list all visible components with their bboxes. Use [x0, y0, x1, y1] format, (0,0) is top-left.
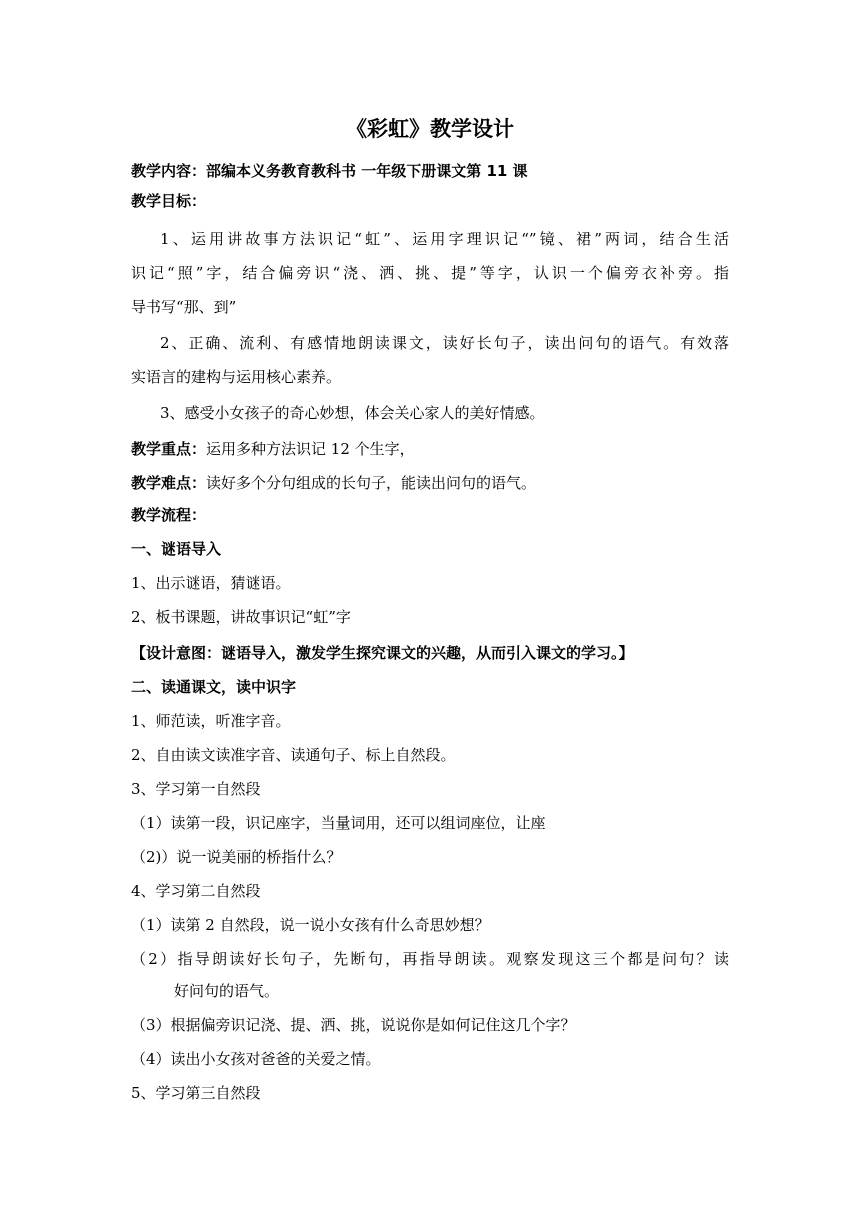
section-2-line-8: （2）指导朗读好长句子，先断句，再指导朗读。观察发现这三个都是问句？读 — [131, 950, 729, 968]
objective-2-line-1: 2、正确、流利、有感情地朗读课文，读好长句子，读出问句的语气。有效落 — [160, 334, 729, 352]
difficulty-line — [131, 472, 536, 494]
section-2-line-6: 4、学习第二自然段 — [131, 882, 261, 900]
section-2-line-12: 5、学习第三自然段 — [131, 1084, 261, 1102]
objective-1-line-2: 识记“照”字，结合偏旁识“浇、洒、挑、提”等字，认识一个偏旁衣补旁。指 — [131, 264, 729, 282]
content-label: 教学内容： — [131, 162, 207, 180]
objective-2-line-2: 实语言的建构与运用核心素养。 — [131, 368, 342, 386]
section-1-heading: 一、谜语导入 — [131, 540, 222, 558]
section-1-item-2: 2、板书课题，讲故事识记“虹”字 — [131, 608, 351, 626]
content-text: 部编本义务教育教科书 一年级下册课文第 11 课 — [206, 162, 528, 180]
section-1-item-1: 1、出示谜语，猜谜语。 — [131, 574, 291, 592]
document-title: 《彩虹》教学设计 — [346, 117, 514, 141]
key-point-line — [131, 438, 415, 460]
section-2-line-9: 好问句的语气。 — [174, 982, 280, 1000]
section-2-line-3: 3、学习第一自然段 — [131, 780, 261, 798]
process-label: 教学流程： — [131, 506, 207, 524]
objectives-label: 教学目标： — [131, 192, 207, 210]
difficulty-text: 读好多个分句组成的长句子，能读出问句的语气。 — [206, 474, 537, 492]
key-point-label: 教学重点： — [131, 440, 207, 458]
section-2-line-1: 1、师范读，听准字音。 — [131, 712, 291, 730]
key-point-text: 运用多种方法识记 12 个生字， — [206, 440, 415, 458]
objective-3-line-1: 3、感受小女孩子的奇心妙想，体会关心家人的美好情感。 — [160, 404, 545, 422]
section-2-line-4: （1）读第一段，识记座字，当量词用，还可以组词座位，让座 — [131, 814, 546, 832]
section-2-line-2: 2、自由读文读准字音、读通句子、标上自然段。 — [131, 746, 456, 764]
difficulty-label: 教学难点： — [131, 474, 207, 492]
objective-1-line-1: 1、运用讲故事方法识记“虹”、运用字理识记“”镜、裙”两词，结合生活 — [160, 230, 729, 248]
section-2-line-5: （2)）说一说美丽的桥指什么？ — [131, 848, 342, 866]
section-2-line-7: （1）读第 2 自然段，说一说小女孩有什么奇思妙想？ — [131, 916, 490, 934]
content-line — [131, 160, 528, 182]
section-1-intent: 【设计意图：谜语导入，激发学生探究课文的兴趣，从而引入课文的学习。】 — [131, 644, 634, 662]
section-2-line-10: （3）根据偏旁识记浇、提、洒、挑，说说你是如何记住这几个字？ — [131, 1016, 576, 1034]
section-2-line-11: （4）读出小女孩对爸爸的关爱之情。 — [131, 1050, 381, 1068]
section-2-heading: 二、读通课文，读中识字 — [131, 678, 297, 696]
objective-1-line-3: 导书写“那、到” — [131, 298, 237, 316]
